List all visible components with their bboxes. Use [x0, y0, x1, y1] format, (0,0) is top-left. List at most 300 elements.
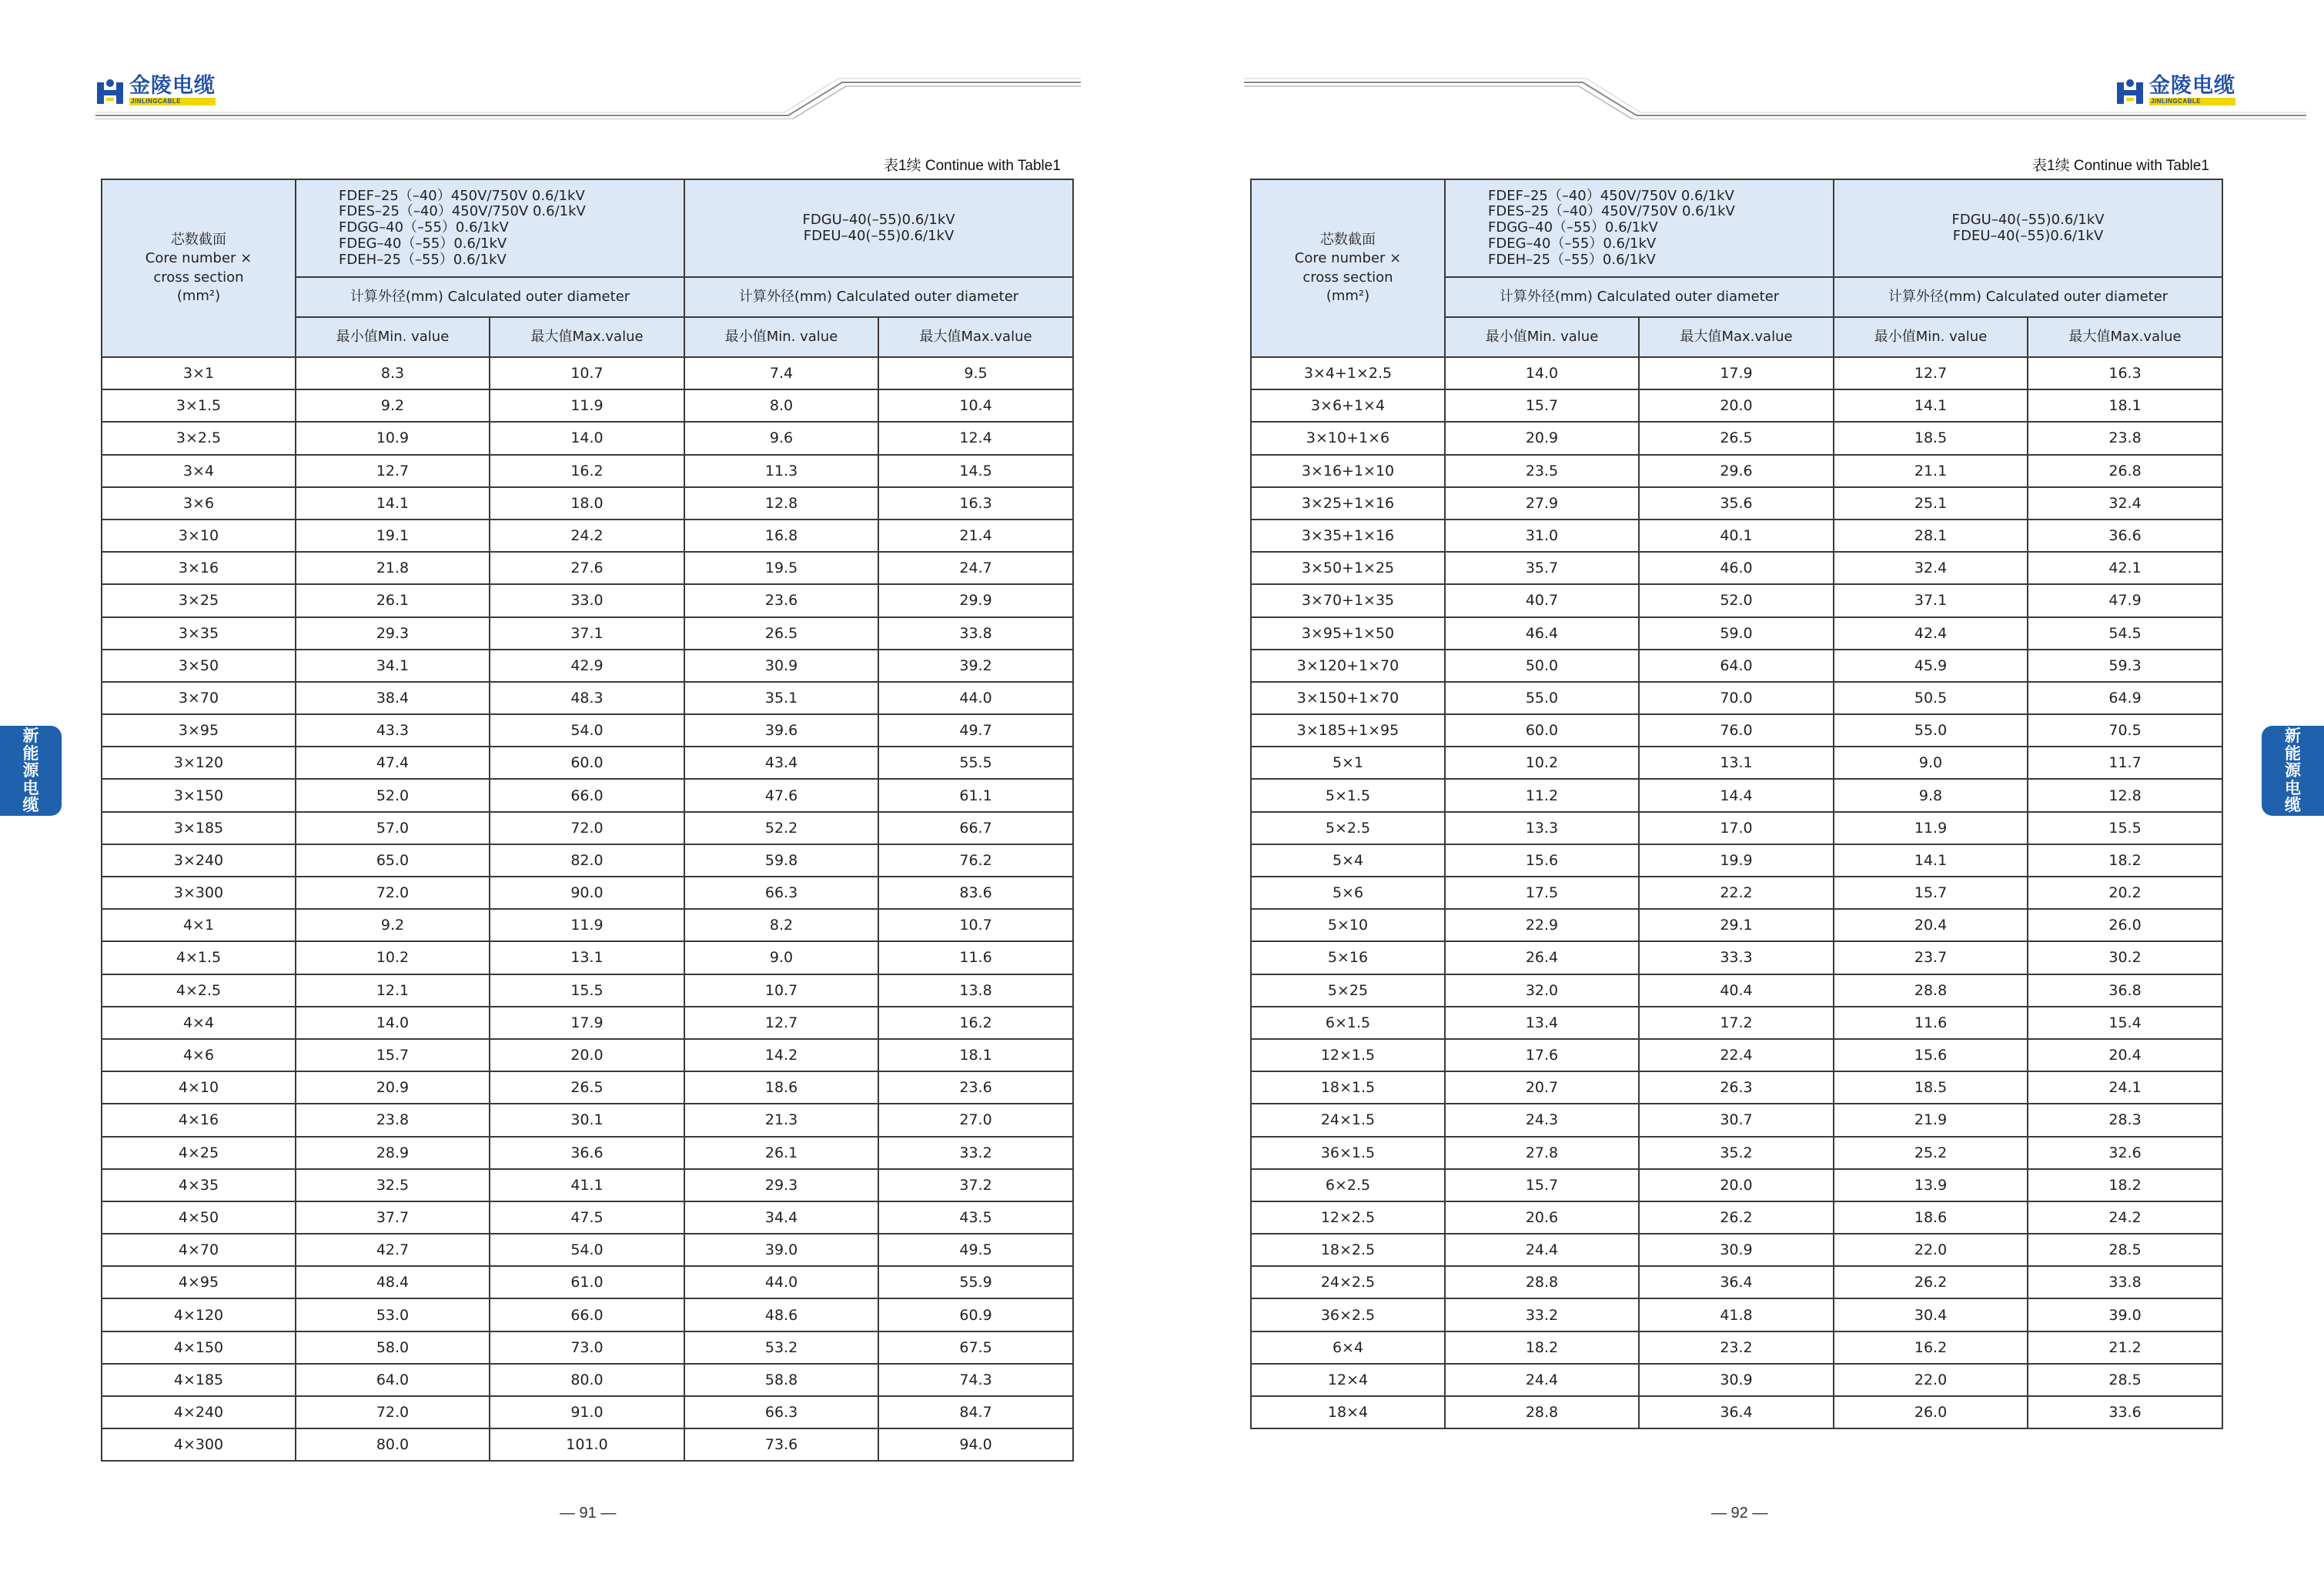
group2-max-cell: 76.2 [878, 844, 1073, 877]
group2-min-cell: 9.0 [684, 941, 878, 974]
group2-min-cell: 29.3 [684, 1169, 878, 1201]
table-row [1251, 357, 2222, 389]
group1-min-cell: 14.0 [1445, 357, 1639, 389]
group1-min-cell: 28.9 [296, 1137, 490, 1169]
table-row [102, 1201, 1073, 1234]
max-header: 最大值Max.value [490, 317, 684, 357]
model-group1-header: FDEF–25（–40）450V/750V 0.6/1kV FDES–25（–40）450V/750V 0.6/1kV FDGG–40（–55）0.6/1kV FDEG–40（–55）0.6/1kV FDEH–25（–55）0.6/1kV [296, 179, 684, 277]
table-row [1251, 1298, 2222, 1331]
group2-min-cell: 28.1 [1834, 520, 2028, 552]
group2-max-cell: 33.2 [878, 1137, 1073, 1169]
core-section-cell: 5×6 [1251, 877, 1445, 909]
group1-min-cell: 58.0 [296, 1331, 490, 1364]
core-section-cell: 5×1.5 [1251, 779, 1445, 811]
group2-min-cell: 37.1 [1834, 584, 2028, 616]
group1-max-cell: 17.9 [1639, 357, 1834, 389]
group1-max-cell: 10.7 [490, 357, 684, 389]
table-caption: 表1续 Continue with Table1 [884, 158, 1061, 174]
group1-max-cell: 20.0 [1639, 1169, 1834, 1201]
table-row [1251, 877, 2222, 909]
group2-min-cell: 34.4 [684, 1201, 878, 1234]
table-row [102, 650, 1073, 682]
calc-header: 计算外径(mm) Calculated outer diameter [1445, 277, 1834, 317]
table-row [102, 455, 1073, 487]
group2-max-cell: 10.7 [878, 909, 1073, 941]
group2-max-cell: 16.2 [878, 1007, 1073, 1039]
group2-max-cell: 20.2 [2028, 877, 2222, 909]
group2-min-cell: 44.0 [684, 1266, 878, 1298]
group1-max-cell: 26.5 [1639, 422, 1834, 454]
table-row [1251, 487, 2222, 520]
table-row [102, 779, 1073, 811]
group1-max-cell: 48.3 [490, 682, 684, 714]
calc-header: 计算外径(mm) Calculated outer diameter [296, 277, 684, 317]
group2-max-cell: 9.5 [878, 357, 1073, 389]
model-group2-header: FDGU–40(–55)0.6/1kV FDEU–40(–55)0.6/1kV [1834, 179, 2222, 277]
group1-max-cell: 36.4 [1639, 1396, 1834, 1428]
table-caption: 表1续 Continue with Table1 [2032, 158, 2209, 174]
group1-min-cell: 24.3 [1445, 1104, 1639, 1136]
table-row [1251, 389, 2222, 422]
table-row [1251, 1396, 2222, 1428]
group2-max-cell: 33.6 [2028, 1396, 2222, 1428]
group1-min-cell: 14.1 [296, 487, 490, 520]
group2-min-cell: 13.9 [1834, 1169, 2028, 1201]
table-row [102, 1428, 1073, 1461]
group1-min-cell: 31.0 [1445, 520, 1639, 552]
group1-min-cell: 22.9 [1445, 909, 1639, 941]
core-section-cell: 12×1.5 [1251, 1039, 1445, 1071]
core-section-cell: 4×25 [102, 1137, 296, 1169]
min-header: 最小值Min. value [296, 317, 490, 357]
group2-max-cell: 36.8 [2028, 974, 2222, 1007]
group2-min-cell: 15.6 [1834, 1039, 2028, 1071]
group1-min-cell: 11.2 [1445, 779, 1639, 811]
table-row [102, 1298, 1073, 1331]
core-section-cell: 5×2.5 [1251, 812, 1445, 844]
group2-min-cell: 39.0 [684, 1234, 878, 1266]
group1-min-cell: 10.2 [1445, 747, 1639, 779]
core-section-cell: 3×120+1×70 [1251, 650, 1445, 682]
table-row [1251, 1364, 2222, 1396]
group2-max-cell: 29.9 [878, 584, 1073, 616]
table-row [1251, 1201, 2222, 1234]
group2-max-cell: 21.4 [878, 520, 1073, 552]
group1-max-cell: 40.1 [1639, 520, 1834, 552]
core-section-cell: 4×4 [102, 1007, 296, 1039]
group2-max-cell: 36.6 [2028, 520, 2222, 552]
group1-min-cell: 9.2 [296, 909, 490, 941]
group1-min-cell: 43.3 [296, 714, 490, 747]
group2-max-cell: 47.9 [2028, 584, 2222, 616]
group1-min-cell: 20.7 [1445, 1071, 1639, 1104]
group2-max-cell: 44.0 [878, 682, 1073, 714]
group2-min-cell: 19.5 [684, 552, 878, 584]
group2-min-cell: 59.8 [684, 844, 878, 877]
group1-max-cell: 26.2 [1639, 1201, 1834, 1234]
group1-max-cell: 42.9 [490, 650, 684, 682]
group1-min-cell: 47.4 [296, 747, 490, 779]
group1-max-cell: 36.6 [490, 1137, 684, 1169]
group1-min-cell: 17.5 [1445, 877, 1639, 909]
group2-min-cell: 26.5 [684, 617, 878, 650]
table-row [1251, 520, 2222, 552]
group2-min-cell: 53.2 [684, 1331, 878, 1364]
group2-max-cell: 13.8 [878, 974, 1073, 1007]
group2-min-cell: 11.9 [1834, 812, 2028, 844]
table-row [1251, 455, 2222, 487]
group2-max-cell: 49.5 [878, 1234, 1073, 1266]
table-row [102, 714, 1073, 747]
core-section-cell: 18×1.5 [1251, 1071, 1445, 1104]
table-row [102, 487, 1073, 520]
group1-min-cell: 52.0 [296, 779, 490, 811]
group2-max-cell: 24.7 [878, 552, 1073, 584]
group2-max-cell: 16.3 [878, 487, 1073, 520]
core-section-cell: 3×150+1×70 [1251, 682, 1445, 714]
group2-min-cell: 21.3 [684, 1104, 878, 1136]
table-row [102, 1396, 1073, 1428]
group1-max-cell: 70.0 [1639, 682, 1834, 714]
table-row [1251, 1169, 2222, 1201]
group2-max-cell: 18.1 [2028, 389, 2222, 422]
table-row [102, 389, 1073, 422]
group1-max-cell: 22.4 [1639, 1039, 1834, 1071]
core-section-cell: 3×16+1×10 [1251, 455, 1445, 487]
group1-max-cell: 14.4 [1639, 779, 1834, 811]
table-row [102, 422, 1073, 454]
table-row [1251, 1104, 2222, 1136]
group1-min-cell: 64.0 [296, 1364, 490, 1396]
max-header: 最大值Max.value [1639, 317, 1834, 357]
model-group1-header: FDEF–25（–40）450V/750V 0.6/1kV FDES–25（–40）450V/750V 0.6/1kV FDGG–40（–55）0.6/1kV FDEG–40（–55）0.6/1kV FDEH–25（–55）0.6/1kV [1445, 179, 1834, 277]
group1-max-cell: 35.6 [1639, 487, 1834, 520]
group2-max-cell: 28.3 [2028, 1104, 2222, 1136]
group2-max-cell: 61.1 [878, 779, 1073, 811]
table-row [1251, 844, 2222, 877]
group2-min-cell: 23.6 [684, 584, 878, 616]
group2-max-cell: 23.8 [2028, 422, 2222, 454]
group2-max-cell: 84.7 [878, 1396, 1073, 1428]
group2-max-cell: 11.7 [2028, 747, 2222, 779]
core-section-cell: 3×185 [102, 812, 296, 844]
core-section-cell: 4×150 [102, 1331, 296, 1364]
group1-min-cell: 23.8 [296, 1104, 490, 1136]
group2-min-cell: 45.9 [1834, 650, 2028, 682]
table-row [102, 909, 1073, 941]
table-row [102, 1234, 1073, 1266]
core-section-cell: 3×35+1×16 [1251, 520, 1445, 552]
group1-min-cell: 20.9 [1445, 422, 1639, 454]
group2-max-cell: 33.8 [2028, 1266, 2222, 1298]
group2-min-cell: 21.9 [1834, 1104, 2028, 1136]
group1-min-cell: 23.5 [1445, 455, 1639, 487]
group1-min-cell: 72.0 [296, 877, 490, 909]
brand-name-en: JINLINGCABLE [2149, 98, 2235, 105]
group2-max-cell: 28.5 [2028, 1234, 2222, 1266]
group2-max-cell: 39.0 [2028, 1298, 2222, 1331]
group1-max-cell: 47.5 [490, 1201, 684, 1234]
group2-max-cell: 66.7 [878, 812, 1073, 844]
core-section-cell: 3×35 [102, 617, 296, 650]
max-header: 最大值Max.value [2028, 317, 2222, 357]
group1-min-cell: 28.8 [1445, 1396, 1639, 1428]
group1-max-cell: 82.0 [490, 844, 684, 877]
group2-max-cell: 83.6 [878, 877, 1073, 909]
group2-min-cell: 39.6 [684, 714, 878, 747]
group1-max-cell: 37.1 [490, 617, 684, 650]
group1-min-cell: 26.1 [296, 584, 490, 616]
core-section-cell: 6×4 [1251, 1331, 1445, 1364]
group2-min-cell: 47.6 [684, 779, 878, 811]
group1-max-cell: 40.4 [1639, 974, 1834, 1007]
core-section-cell: 3×4+1×2.5 [1251, 357, 1445, 389]
group1-max-cell: 76.0 [1639, 714, 1834, 747]
section-tab: 新 能 源 电 缆 [2262, 726, 2324, 816]
calc-header: 计算外径(mm) Calculated outer diameter [684, 277, 1073, 317]
core-section-cell: 18×2.5 [1251, 1234, 1445, 1266]
group2-min-cell: 23.7 [1834, 941, 2028, 974]
table-row [1251, 779, 2222, 811]
group1-max-cell: 26.5 [490, 1071, 684, 1104]
core-header: 芯数截面 Core number × cross section (mm²) [102, 179, 296, 357]
table-row [102, 617, 1073, 650]
group1-max-cell: 30.7 [1639, 1104, 1834, 1136]
core-section-cell: 4×95 [102, 1266, 296, 1298]
group2-min-cell: 10.7 [684, 974, 878, 1007]
group2-max-cell: 55.9 [878, 1266, 1073, 1298]
group2-min-cell: 35.1 [684, 682, 878, 714]
group2-max-cell: 14.5 [878, 455, 1073, 487]
group1-max-cell: 13.1 [490, 941, 684, 974]
core-section-cell: 4×70 [102, 1234, 296, 1266]
core-section-cell: 3×50+1×25 [1251, 552, 1445, 584]
group1-max-cell: 14.0 [490, 422, 684, 454]
group2-min-cell: 14.1 [1834, 844, 2028, 877]
group2-max-cell: 43.5 [878, 1201, 1073, 1234]
group2-min-cell: 21.1 [1834, 455, 2028, 487]
group1-max-cell: 91.0 [490, 1396, 684, 1428]
core-section-cell: 3×16 [102, 552, 296, 584]
core-section-cell: 3×150 [102, 779, 296, 811]
group1-max-cell: 24.2 [490, 520, 684, 552]
table-row [1251, 941, 2222, 974]
group2-max-cell: 54.5 [2028, 617, 2222, 650]
group2-min-cell: 16.8 [684, 520, 878, 552]
table-row [102, 1137, 1073, 1169]
table-row [1251, 1331, 2222, 1364]
table-row [102, 974, 1073, 1007]
group2-max-cell: 94.0 [878, 1428, 1073, 1461]
core-section-cell: 3×70 [102, 682, 296, 714]
core-section-cell: 36×1.5 [1251, 1137, 1445, 1169]
table-row [1251, 1234, 2222, 1266]
group2-min-cell: 9.6 [684, 422, 878, 454]
group2-min-cell: 8.0 [684, 389, 878, 422]
group1-min-cell: 46.4 [1445, 617, 1639, 650]
table-row [102, 1364, 1073, 1396]
group2-min-cell: 48.6 [684, 1298, 878, 1331]
table-row [1251, 650, 2222, 682]
group1-min-cell: 27.8 [1445, 1137, 1639, 1169]
group1-min-cell: 42.7 [296, 1234, 490, 1266]
group1-min-cell: 13.3 [1445, 812, 1639, 844]
group1-min-cell: 37.7 [296, 1201, 490, 1234]
group1-max-cell: 30.9 [1639, 1364, 1834, 1396]
group2-max-cell: 74.3 [878, 1364, 1073, 1396]
calc-header: 计算外径(mm) Calculated outer diameter [1834, 277, 2222, 317]
group1-min-cell: 60.0 [1445, 714, 1639, 747]
core-section-cell: 3×1.5 [102, 389, 296, 422]
group1-min-cell: 40.7 [1445, 584, 1639, 616]
core-section-cell: 36×2.5 [1251, 1298, 1445, 1331]
core-header: 芯数截面 Core number × cross section (mm²) [1251, 179, 1445, 357]
core-section-cell: 18×4 [1251, 1396, 1445, 1428]
group2-min-cell: 42.4 [1834, 617, 2028, 650]
group1-min-cell: 48.4 [296, 1266, 490, 1298]
group2-max-cell: 10.4 [878, 389, 1073, 422]
core-section-cell: 3×10+1×6 [1251, 422, 1445, 454]
core-section-cell: 4×10 [102, 1071, 296, 1104]
core-section-cell: 6×2.5 [1251, 1169, 1445, 1201]
section-tab: 新 能 源 电 缆 [0, 726, 62, 816]
group1-min-cell: 14.0 [296, 1007, 490, 1039]
table-row [1251, 974, 2222, 1007]
core-section-cell: 6×1.5 [1251, 1007, 1445, 1039]
group1-max-cell: 20.0 [1639, 389, 1834, 422]
group1-min-cell: 29.3 [296, 617, 490, 650]
group1-max-cell: 64.0 [1639, 650, 1834, 682]
group1-max-cell: 22.2 [1639, 877, 1834, 909]
group2-max-cell: 16.3 [2028, 357, 2222, 389]
group2-max-cell: 18.1 [878, 1039, 1073, 1071]
group2-min-cell: 30.4 [1834, 1298, 2028, 1331]
group2-min-cell: 11.6 [1834, 1007, 2028, 1039]
table-row [102, 1104, 1073, 1136]
group2-min-cell: 9.0 [1834, 747, 2028, 779]
group2-max-cell: 32.6 [2028, 1137, 2222, 1169]
core-section-cell: 4×1.5 [102, 941, 296, 974]
group2-max-cell: 24.1 [2028, 1071, 2222, 1104]
core-section-cell: 4×1 [102, 909, 296, 941]
core-section-cell: 3×300 [102, 877, 296, 909]
group2-max-cell: 24.2 [2028, 1201, 2222, 1234]
group1-min-cell: 28.8 [1445, 1266, 1639, 1298]
core-section-cell: 5×16 [1251, 941, 1445, 974]
core-section-cell: 12×2.5 [1251, 1201, 1445, 1234]
table-row [1251, 584, 2222, 616]
group2-min-cell: 66.3 [684, 877, 878, 909]
group1-min-cell: 50.0 [1445, 650, 1639, 682]
group1-max-cell: 16.2 [490, 455, 684, 487]
group2-min-cell: 8.2 [684, 909, 878, 941]
core-section-cell: 5×10 [1251, 909, 1445, 941]
group2-max-cell: 26.0 [2028, 909, 2222, 941]
group1-min-cell: 19.1 [296, 520, 490, 552]
group1-max-cell: 19.9 [1639, 844, 1834, 877]
core-section-cell: 4×300 [102, 1428, 296, 1461]
group2-min-cell: 9.8 [1834, 779, 2028, 811]
table-row [102, 1071, 1073, 1104]
group2-max-cell: 33.8 [878, 617, 1073, 650]
core-section-cell: 3×1 [102, 357, 296, 389]
group2-max-cell: 60.9 [878, 1298, 1073, 1331]
group1-min-cell: 65.0 [296, 844, 490, 877]
table-row [1251, 1137, 2222, 1169]
core-section-cell: 3×25+1×16 [1251, 487, 1445, 520]
table-row [102, 812, 1073, 844]
group2-min-cell: 73.6 [684, 1428, 878, 1461]
core-section-cell: 4×50 [102, 1201, 296, 1234]
table-row [1251, 714, 2222, 747]
group1-max-cell: 54.0 [490, 1234, 684, 1266]
table-row [102, 1169, 1073, 1201]
group1-min-cell: 53.0 [296, 1298, 490, 1331]
group2-max-cell: 20.4 [2028, 1039, 2222, 1071]
page-number: — 91 — [560, 1505, 617, 1522]
group2-min-cell: 14.2 [684, 1039, 878, 1071]
group2-max-cell: 27.0 [878, 1104, 1073, 1136]
group2-max-cell: 12.8 [2028, 779, 2222, 811]
table-row [102, 844, 1073, 877]
min-header: 最小值Min. value [684, 317, 878, 357]
group1-min-cell: 33.2 [1445, 1298, 1639, 1331]
table-row [1251, 747, 2222, 779]
core-section-cell: 3×10 [102, 520, 296, 552]
core-section-cell: 3×95 [102, 714, 296, 747]
group2-min-cell: 12.7 [1834, 357, 2028, 389]
brand-mark-icon [2115, 76, 2145, 105]
group1-max-cell: 29.1 [1639, 909, 1834, 941]
group1-min-cell: 12.1 [296, 974, 490, 1007]
spec-table-left [101, 179, 1074, 1462]
core-section-cell: 3×4 [102, 455, 296, 487]
table-row [1251, 422, 2222, 454]
right-page [1162, 0, 2324, 1587]
group1-min-cell: 38.4 [296, 682, 490, 714]
group1-max-cell: 61.0 [490, 1266, 684, 1298]
brand-name-en: JINLINGCABLE [129, 98, 216, 105]
group2-min-cell: 18.6 [1834, 1201, 2028, 1234]
table-row [1251, 812, 2222, 844]
table-row [102, 1007, 1073, 1039]
min-header: 最小值Min. value [1834, 317, 2028, 357]
group1-min-cell: 27.9 [1445, 487, 1639, 520]
group2-min-cell: 16.2 [1834, 1331, 2028, 1364]
core-section-cell: 5×25 [1251, 974, 1445, 1007]
group2-min-cell: 25.2 [1834, 1137, 2028, 1169]
group1-max-cell: 15.5 [490, 974, 684, 1007]
group2-min-cell: 18.6 [684, 1071, 878, 1104]
group1-max-cell: 54.0 [490, 714, 684, 747]
group2-min-cell: 66.3 [684, 1396, 878, 1428]
group1-min-cell: 55.0 [1445, 682, 1639, 714]
group2-min-cell: 30.9 [684, 650, 878, 682]
group1-min-cell: 17.6 [1445, 1039, 1639, 1071]
core-section-cell: 24×2.5 [1251, 1266, 1445, 1298]
core-section-cell: 3×2.5 [102, 422, 296, 454]
max-header: 最大值Max.value [878, 317, 1073, 357]
group1-min-cell: 15.7 [1445, 1169, 1639, 1201]
group2-max-cell: 59.3 [2028, 650, 2222, 682]
core-section-cell: 4×185 [102, 1364, 296, 1396]
core-section-cell: 3×95+1×50 [1251, 617, 1445, 650]
group2-max-cell: 26.8 [2028, 455, 2222, 487]
core-section-cell: 3×70+1×35 [1251, 584, 1445, 616]
group2-min-cell: 18.5 [1834, 422, 2028, 454]
group1-min-cell: 15.7 [1445, 389, 1639, 422]
group1-min-cell: 9.2 [296, 389, 490, 422]
